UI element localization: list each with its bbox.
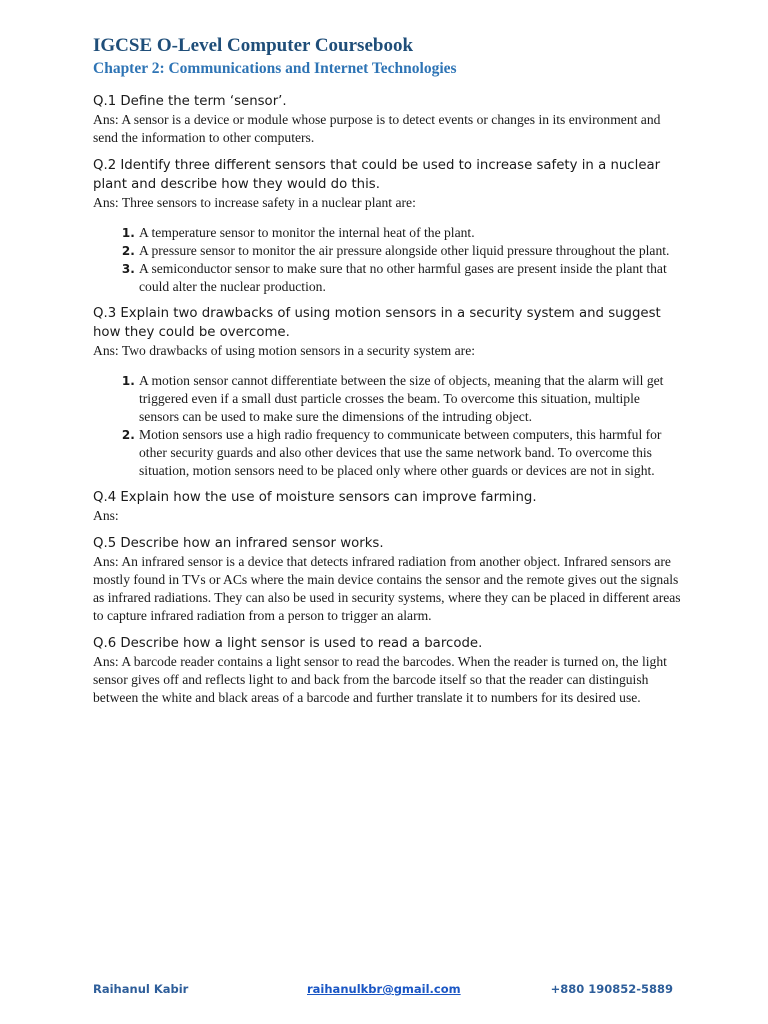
question-5: Q.5 Describe how an infrared sensor works. bbox=[93, 536, 384, 551]
question-block-1 bbox=[93, 92, 683, 147]
question-3: Q.3 Explain two drawbacks of using motion sensors in a security system and suggest how they could be overcome. bbox=[93, 306, 661, 340]
answer-2-list bbox=[93, 224, 683, 296]
answer-3: Ans: Two drawbacks of using motion sensors in a security system are: bbox=[93, 343, 476, 358]
question-block-3 bbox=[93, 304, 683, 480]
answer-6: Ans: A barcode reader contains a light sensor to read the barcodes. When the reader is turned on, the light sensor gives off and reflects light to and back from the barcode itself so that the reader can distinguish between the white and black areas of a barcode and further translate it to numbers for its desired use. bbox=[93, 654, 667, 705]
document-page bbox=[93, 34, 683, 716]
list-item: 3. A semiconductor sensor to make sure that no other harmful gases are present inside the plant that could alter the nuclear production. bbox=[139, 260, 683, 296]
question-block-2 bbox=[93, 156, 683, 296]
chapter-subtitle: Chapter 2: Communications and Internet Technologies bbox=[93, 60, 457, 77]
page-footer bbox=[93, 982, 673, 1000]
question-4: Q.4 Explain how the use of moisture sensors can improve farming. bbox=[93, 490, 537, 505]
answer-2: Ans: Three sensors to increase safety in a nuclear plant are: bbox=[93, 195, 416, 210]
list-item: 2. Motion sensors use a high radio frequency to communicate between computers, this harmful for other security guards and also other devices that use the same network band. To overcome this situation, motion sensors need to be placed only where other guards or devices are not in sight. bbox=[139, 426, 683, 480]
list-item: 2. A pressure sensor to monitor the air pressure alongside other liquid pressure throughout the plant. bbox=[139, 242, 683, 260]
author-phone: +880 190852-5889 bbox=[550, 982, 673, 996]
answer-5: Ans: An infrared sensor is a device that detects infrared radiation from another object. Infrared sensors are mostly found in TVs or ACs where the main device contains the sensor and the remote gives out the signals as infrared radiations. They can also be used in security systems, where they can be placed in different areas to capture infrared radiation from a person to trigger an alarm. bbox=[93, 554, 681, 623]
answer-1: Ans: A sensor is a device or module whose purpose is to detect events or changes in its environment and send the information to other computers. bbox=[93, 112, 661, 145]
question-block-4 bbox=[93, 488, 683, 525]
list-item: 1. A temperature sensor to monitor the internal heat of the plant. bbox=[139, 224, 683, 242]
document-title: IGCSE O-Level Computer Coursebook bbox=[93, 35, 414, 56]
question-6: Q.6 Describe how a light sensor is used to read a barcode. bbox=[93, 636, 483, 651]
question-2: Q.2 Identify three different sensors that could be used to increase safety in a nuclear plant and describe how they would do this. bbox=[93, 158, 661, 192]
answer-3-list bbox=[93, 372, 683, 480]
question-block-6 bbox=[93, 634, 683, 707]
author-email-link[interactable]: raihanulkbr@gmail.com bbox=[307, 982, 461, 996]
question-block-5 bbox=[93, 534, 683, 625]
question-1: Q.1 Define the term ‘sensor’. bbox=[93, 94, 287, 109]
list-item: 1. A motion sensor cannot differentiate between the size of objects, meaning that the alarm will get triggered even if a small dust particle crosses the beam. To overcome this situation, multiple sensors can be used to make sure the dimensions of the intruding object. bbox=[139, 372, 683, 426]
author-name: Raihanul Kabir bbox=[93, 982, 189, 996]
answer-4: Ans: bbox=[93, 508, 119, 523]
